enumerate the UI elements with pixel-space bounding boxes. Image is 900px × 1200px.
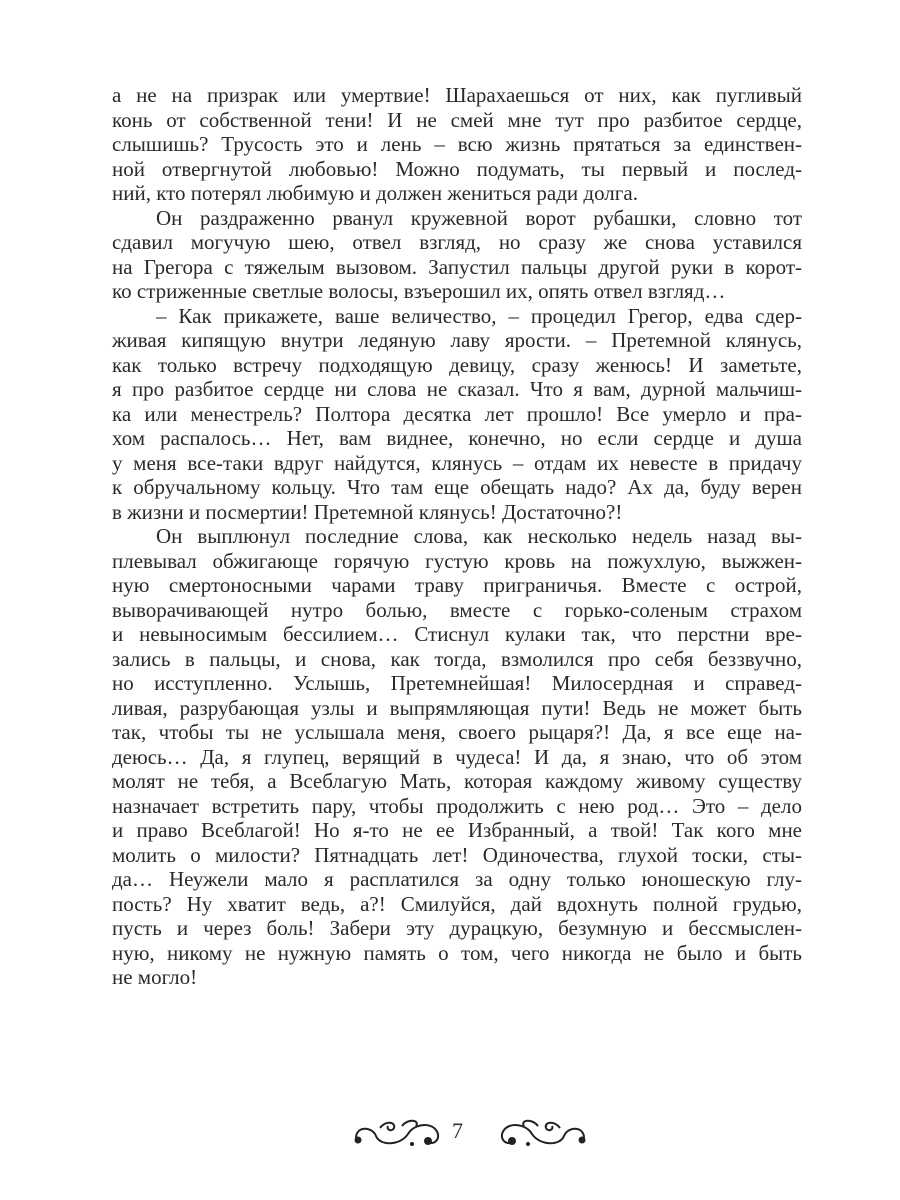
ornament-right-icon [494,1116,590,1152]
text-line: не могло! [112,965,198,989]
text-line: молить о милости? Пятнадцать лет! Одиночества, глухой тоски, сты- [112,842,802,867]
text-line: да… Неужели мало я расплатился за одну только юношескую глу- [112,867,802,891]
text-line: ной отвергнутой любовью! Можно подумать, ты первый и послед- [112,156,802,181]
text-line: я про разбитое сердце ни слова не сказал. Что я вам, дурной мальчиш- [112,377,802,401]
text-line: пусть и через боль! Забери эту дурацкую, безумную и бессмыслен- [112,916,802,940]
page-body-text [112,83,802,990]
text-line: а не на призрак или умертвие! Шарахаешься от них, как пугливый [112,83,802,107]
text-line: выворачивающей нутро болью, вместе с горько-соленым страхом [112,597,802,622]
text-line: ную, никому не нужную память о том, чего никогда не было и быть [112,940,802,965]
text-line: сдавил могучую шею, отвел взгляд, но сразу же снова уставился [112,230,802,254]
text-line: к обручальному кольцу. Что там еще обещать надо? Ах да, буду верен [112,475,802,499]
text-line: деюсь… Да, я глупец, верящий в чудеса! И да, я знаю, что об этом [112,744,802,769]
ornament-left-icon [350,1116,446,1152]
text-line: ную смертоносными чарами траву приграничья. Вместе с острой, [112,573,802,597]
text-line: плевывал обжигающе горячую густую кровь на пожухлую, выжжен- [112,548,802,573]
text-line: ка или менестрель? Полтора десятка лет прошло! Все умерло и пра- [112,401,802,426]
text-line: конь от собственной тени! И не смей мне тут про разбитое сердце, [112,107,802,132]
text-line: Он выплюнул последние слова, как несколько недель назад вы- [156,524,802,548]
text-line: ливая, разрубающая узлы и выпрямляющая пути! Ведь не может быть [112,695,802,720]
text-line: слышишь? Трусость это и лень – всю жизнь прятаться за единствен- [112,132,802,156]
text-line: но исступленно. Услышь, Претемнейшая! Милосердная и справед- [112,671,802,695]
text-line: Он раздраженно рванул кружевной ворот рубашки, словно тот [156,205,802,230]
text-line: в жизни и посмертии! Претемной клянусь! Достаточно?! [112,499,623,524]
text-line: молят не тебя, а Всеблагую Мать, которая каждому живому существу [112,769,802,793]
text-line: – Как прикажете, ваше величество, – процедил Грегор, едва сдер- [156,303,802,328]
text-line: пость? Ну хватит ведь, а?! Смилуйся, дай вдохнуть полной грудью, [112,891,802,916]
paragraph [112,206,802,304]
text-line: и невыносимым бессилием… Стиснул кулаки так, что перстни вре- [112,622,802,646]
text-line: на Грегора с тяжелым вызовом. Запустил пальцы другой руки в корот- [112,254,802,279]
paragraph [112,524,802,990]
text-line: назначает встретить пару, чтобы продолжить с нею род… Это – дело [112,793,802,818]
text-line: и право Всеблагой! Но я-то не ее Избранный, а твой! Так кого мне [112,818,802,842]
text-line: ний, кто потерял любимую и должен жениться ради долга. [112,181,638,205]
page-number: 7 [452,1118,463,1143]
text-line: хом распалось… Нет, вам виднее, конечно, но если сердце и душа [112,426,802,450]
paragraph [112,83,802,206]
paragraph [112,304,802,525]
text-line: так, чтобы ты не услышала меня, своего рыцаря?! Да, я все еще на- [112,720,802,744]
page-footer [0,1108,900,1158]
text-line: у меня все-таки вдруг найдутся, клянусь – отдам их невесте в придачу [112,450,802,475]
text-line: живая кипящую внутри ледяную лаву ярости. – Претемной клянусь, [112,328,802,352]
text-line: зались в пальцы, и снова, как тогда, взмолился про себя беззвучно, [112,646,802,671]
text-line: как только встречу подходящую девицу, сразу женюсь! И заметьте, [112,352,802,377]
text-line: ко стриженные светлые волосы, взъерошил их, опять отвел взгляд… [112,279,726,303]
